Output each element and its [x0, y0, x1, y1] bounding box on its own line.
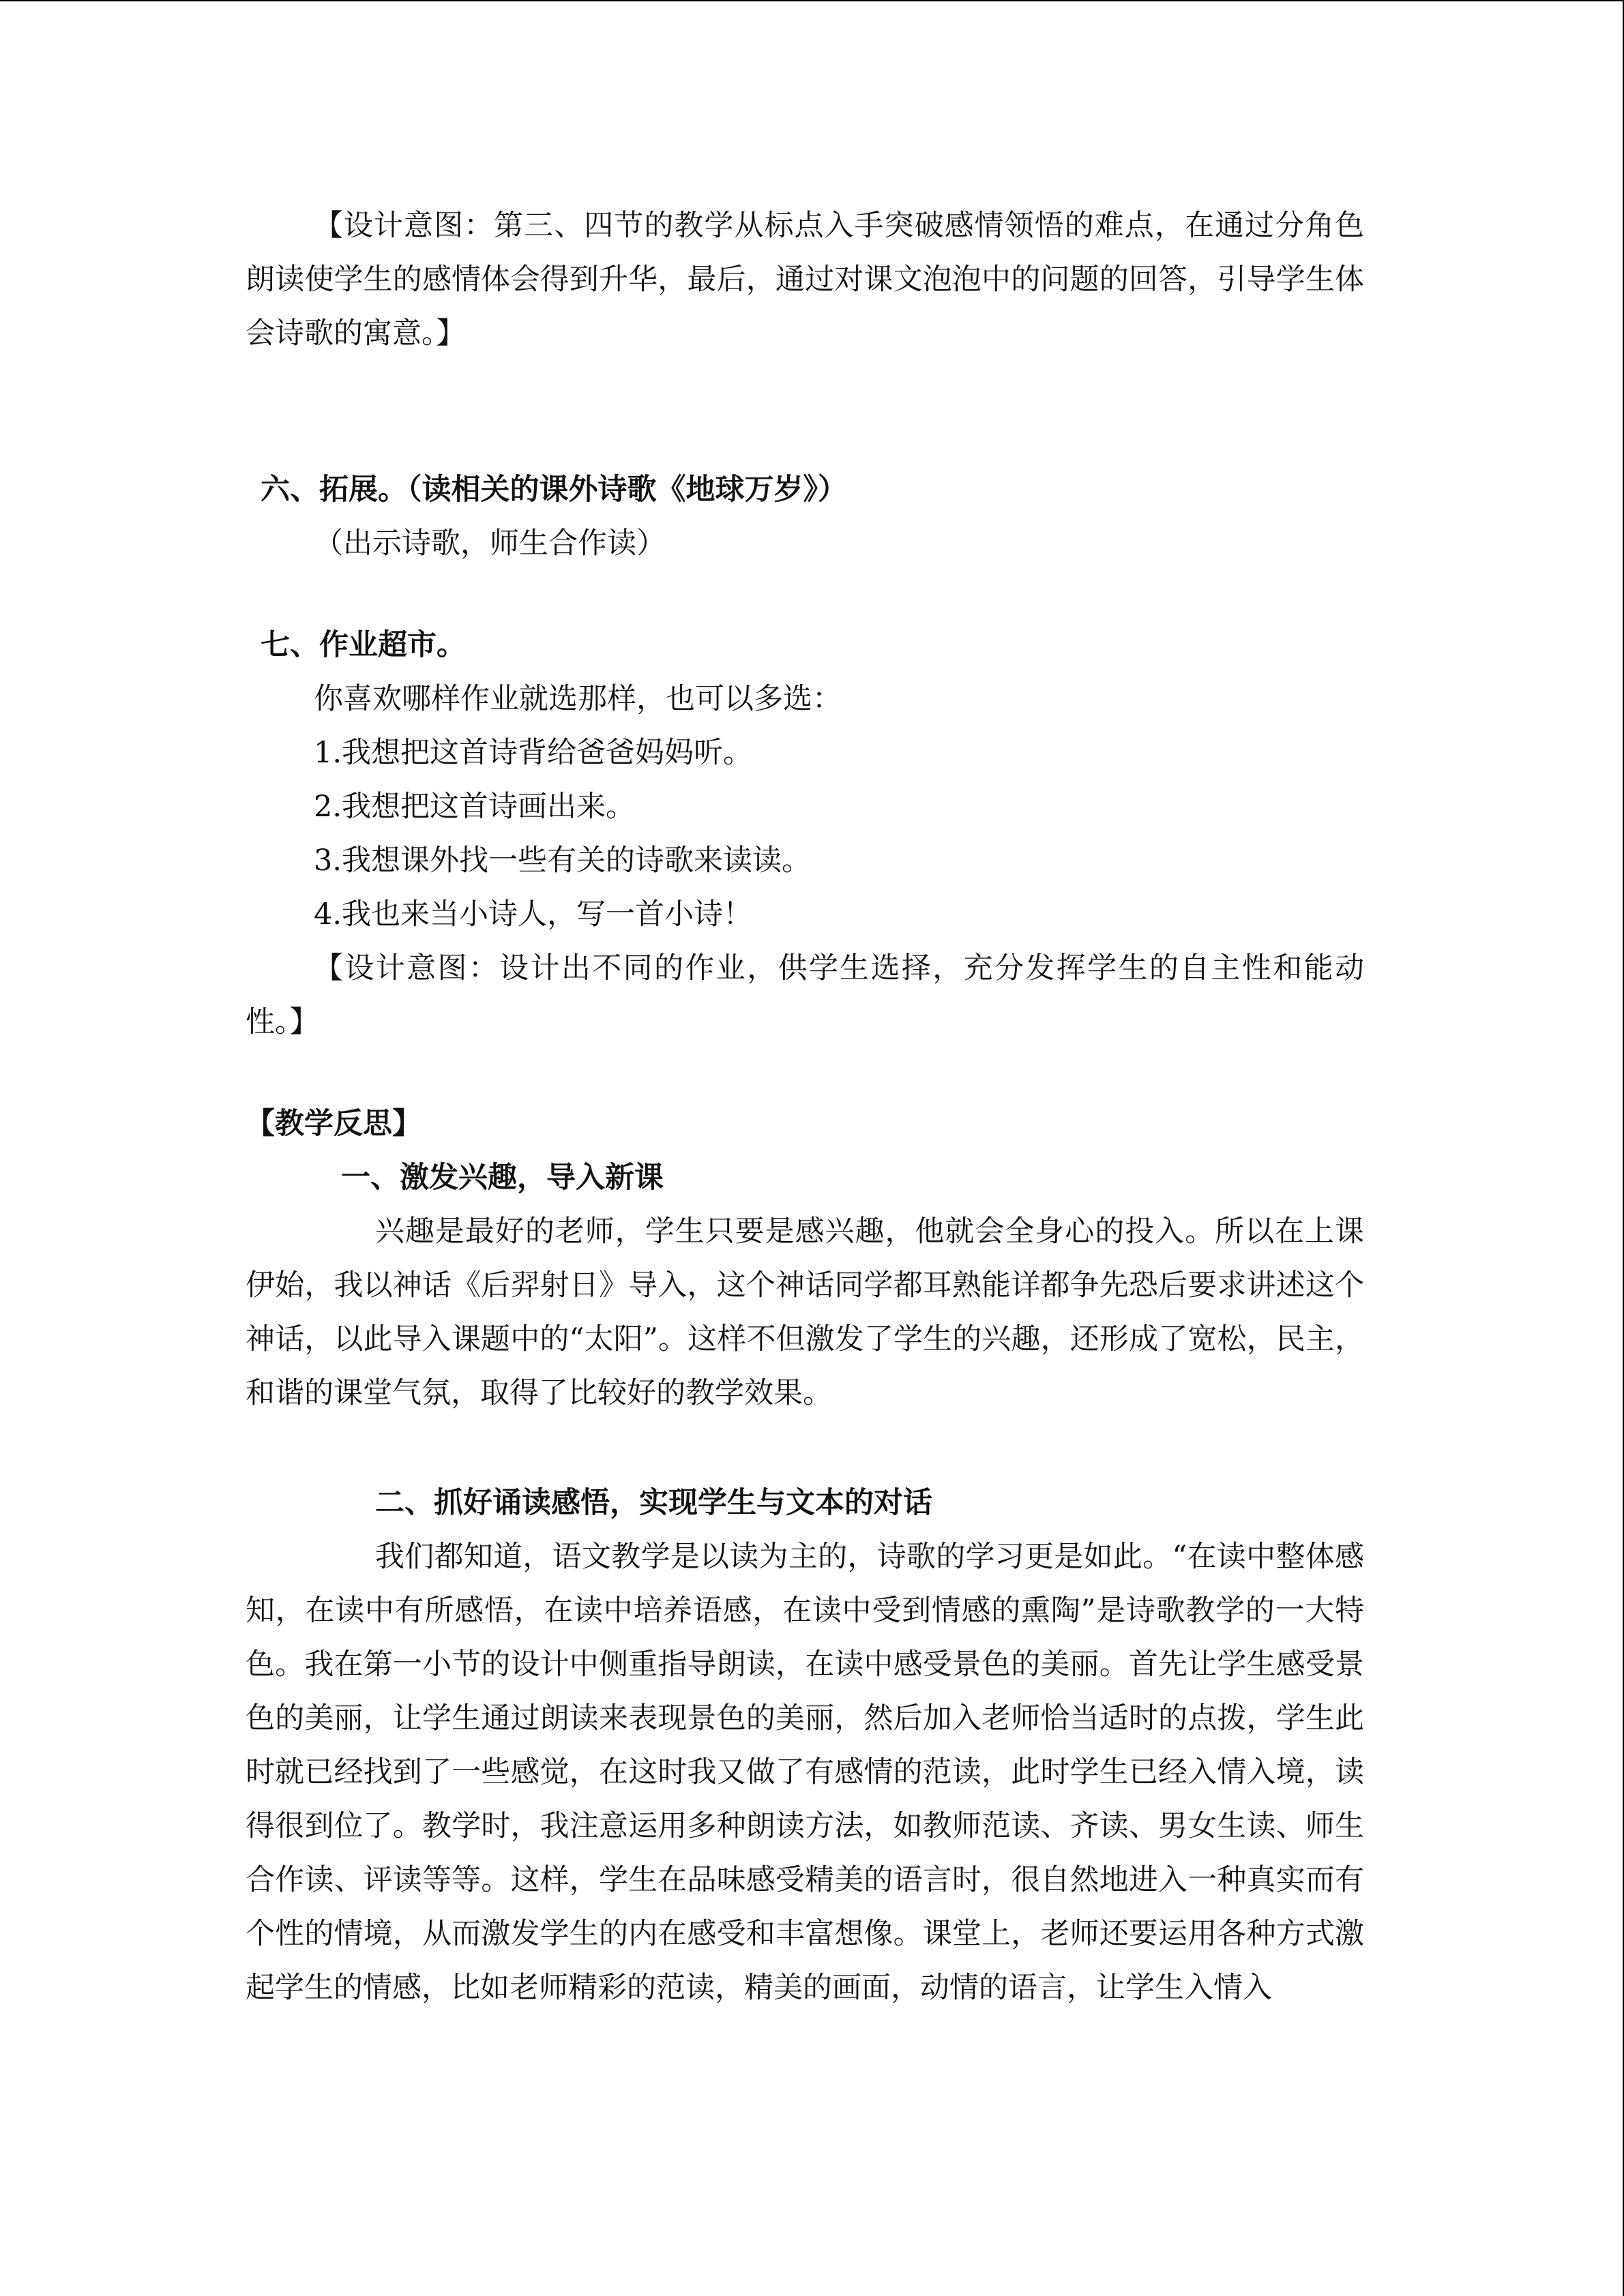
section-7-intro: 你喜欢哪样作业就选那样，也可以多选： — [314, 682, 842, 716]
reflection-title: 【教学反思】 — [246, 1107, 422, 1141]
reflection-part-2-body: 我们都知道，语文教学是以读为主的，诗歌的学习更是如此。“在读中整体感知，在读中有所感悟，在读中培养语感，在读中受到情感的熏陶”是诗歌教学的一大特色。我在第一小节的设计中侧重指导朗读，在读中感受景色的美丽。首先让学生感受景色的美丽，让学生通过朗读来表现景色的美丽，然后加入老师恰当适时的点拨，学生此时就已经找到了一些感觉，在这时我又做了有感情的范读，此时学生已经入情入境，读得很到位了。教学时，我注意运用多种朗读方法，如教师范读、齐读、男女生读、师生合作读、评读等等。这样，学生在品味感受精美的语言时，很自然地进入一种真实而有个性的情境，从而激发学生的内在感受和丰富想像。课堂上，老师还要运用各种方式激起学生的情感，比如老师精彩的范读，精美的画面，动情的语言，让学生入情入 — [246, 1540, 1364, 2005]
reflection-part-1-heading: 一、激发兴趣，导入新课 — [341, 1161, 664, 1195]
homework-item-3: 3.我想课外找一些有关的诗歌来读读。 — [314, 844, 812, 878]
reflection-part-1-body: 兴趣是最好的老师，学生只要是感兴趣，他就会全身心的投入。所以在上课伊始，我以神话《后羿射日》导入，这个神话同学都耳熟能详都争先恐后要求讲述这个神话，以此导入课题中的“太阳”。这样不但激发了学生的兴趣，还形成了宽松，民主，和谐的课堂气氛，取得了比较好的教学效果。 — [246, 1214, 1364, 1410]
spacer — [246, 571, 1364, 618]
reflection-part-2-heading: 二、抓好诵读感悟，实现学生与文本的对话 — [375, 1486, 932, 1520]
section-6-note: （出示诗歌，师生合作读） — [314, 526, 666, 561]
section-7-heading: 七、作业超市。 — [261, 628, 466, 662]
homework-item-2: 2.我想把这首诗画出来。 — [314, 790, 636, 824]
homework-item-1: 1.我想把这首诗背给爸爸妈妈听。 — [314, 736, 753, 770]
document-body — [246, 199, 1364, 2015]
spacer — [246, 1049, 1364, 1097]
design-intent-paragraph-1: 【设计意图：第三、四节的教学从标点入手突破感情领悟的难点，在通过分角色朗读使学生的感情体会得到升华，最后，通过对课文泡泡中的问题的回答，引导学生体会诗歌的寓意。】 — [246, 209, 1364, 351]
section-6-heading: 六、拓展。（读相关的课外诗歌《地球万岁》） — [261, 473, 847, 507]
design-intent-paragraph-2: 【设计意图：设计出不同的作业，供学生选择，充分发挥学生的自主性和能动性。】 — [246, 951, 1364, 1039]
homework-item-4: 4.我也来当小诗人，写一首小诗！ — [314, 897, 753, 931]
spacer — [246, 1420, 1364, 1476]
spacer — [246, 361, 1364, 463]
